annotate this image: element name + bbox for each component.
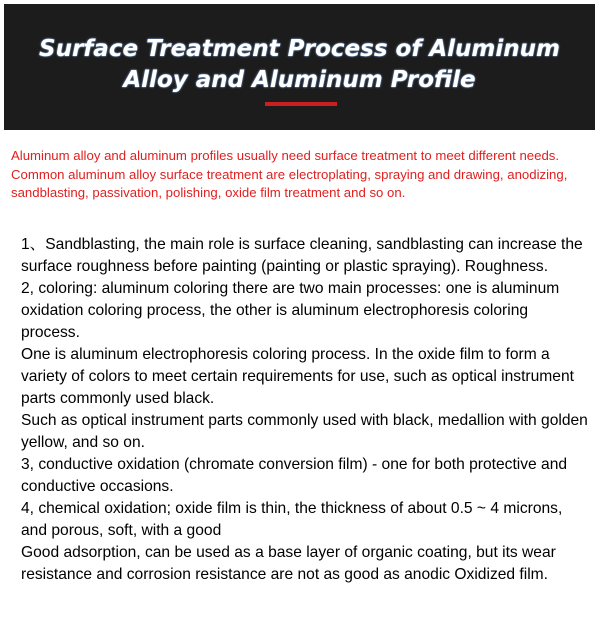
page-title-line-1: Surface Treatment Process of Aluminum xyxy=(39,36,560,62)
process-paragraph-chemical-oxidation: 4, chemical oxidation; oxide film is thin, the thickness of about 0.5 ~ 4 microns, and porous, soft, with a good xyxy=(21,500,563,539)
process-paragraph-optical-parts: Such as optical instrument parts commonly used with black, medallion with golden yellow, and so on. xyxy=(21,412,588,451)
process-paragraph-adsorption: Good adsorption, can be used as a base layer of organic coating, but its wear resistance and corrosion resistance are not as good as anodic Oxidized film. xyxy=(21,544,556,583)
page-title-line-2: Alloy and Aluminum Profile xyxy=(123,67,476,93)
process-list xyxy=(21,234,591,586)
title-underline-accent xyxy=(265,102,337,106)
process-paragraph-conductive-oxidation: 3, conductive oxidation (chromate conversion film) - one for both protective and conductive occasions. xyxy=(21,456,568,495)
process-paragraph-sandblasting: 1、Sandblasting, the main role is surface cleaning, sandblasting can increase the surface roughness before painting (painting or plastic spraying). Roughness. xyxy=(21,236,583,275)
intro-section xyxy=(11,147,591,203)
process-paragraph-electrophoresis: One is aluminum electrophoresis coloring process. In the oxide film to form a variety of colors to meet certain requirements for use, such as optical instrument parts commonly used black. xyxy=(21,346,574,407)
intro-paragraph-2: Common aluminum alloy surface treatment are electroplating, spraying and drawing, anodizing, sandblasting, passivation, polishing, oxide film treatment and so on. xyxy=(11,166,568,200)
title-banner xyxy=(4,4,595,130)
process-paragraph-coloring: 2, coloring: aluminum coloring there are two main processes: one is aluminum oxidation coloring process, the other is aluminum electrophoresis coloring process. xyxy=(21,280,560,341)
intro-paragraph-1: Aluminum alloy and aluminum profiles usually need surface treatment to meet different needs. xyxy=(11,148,560,163)
